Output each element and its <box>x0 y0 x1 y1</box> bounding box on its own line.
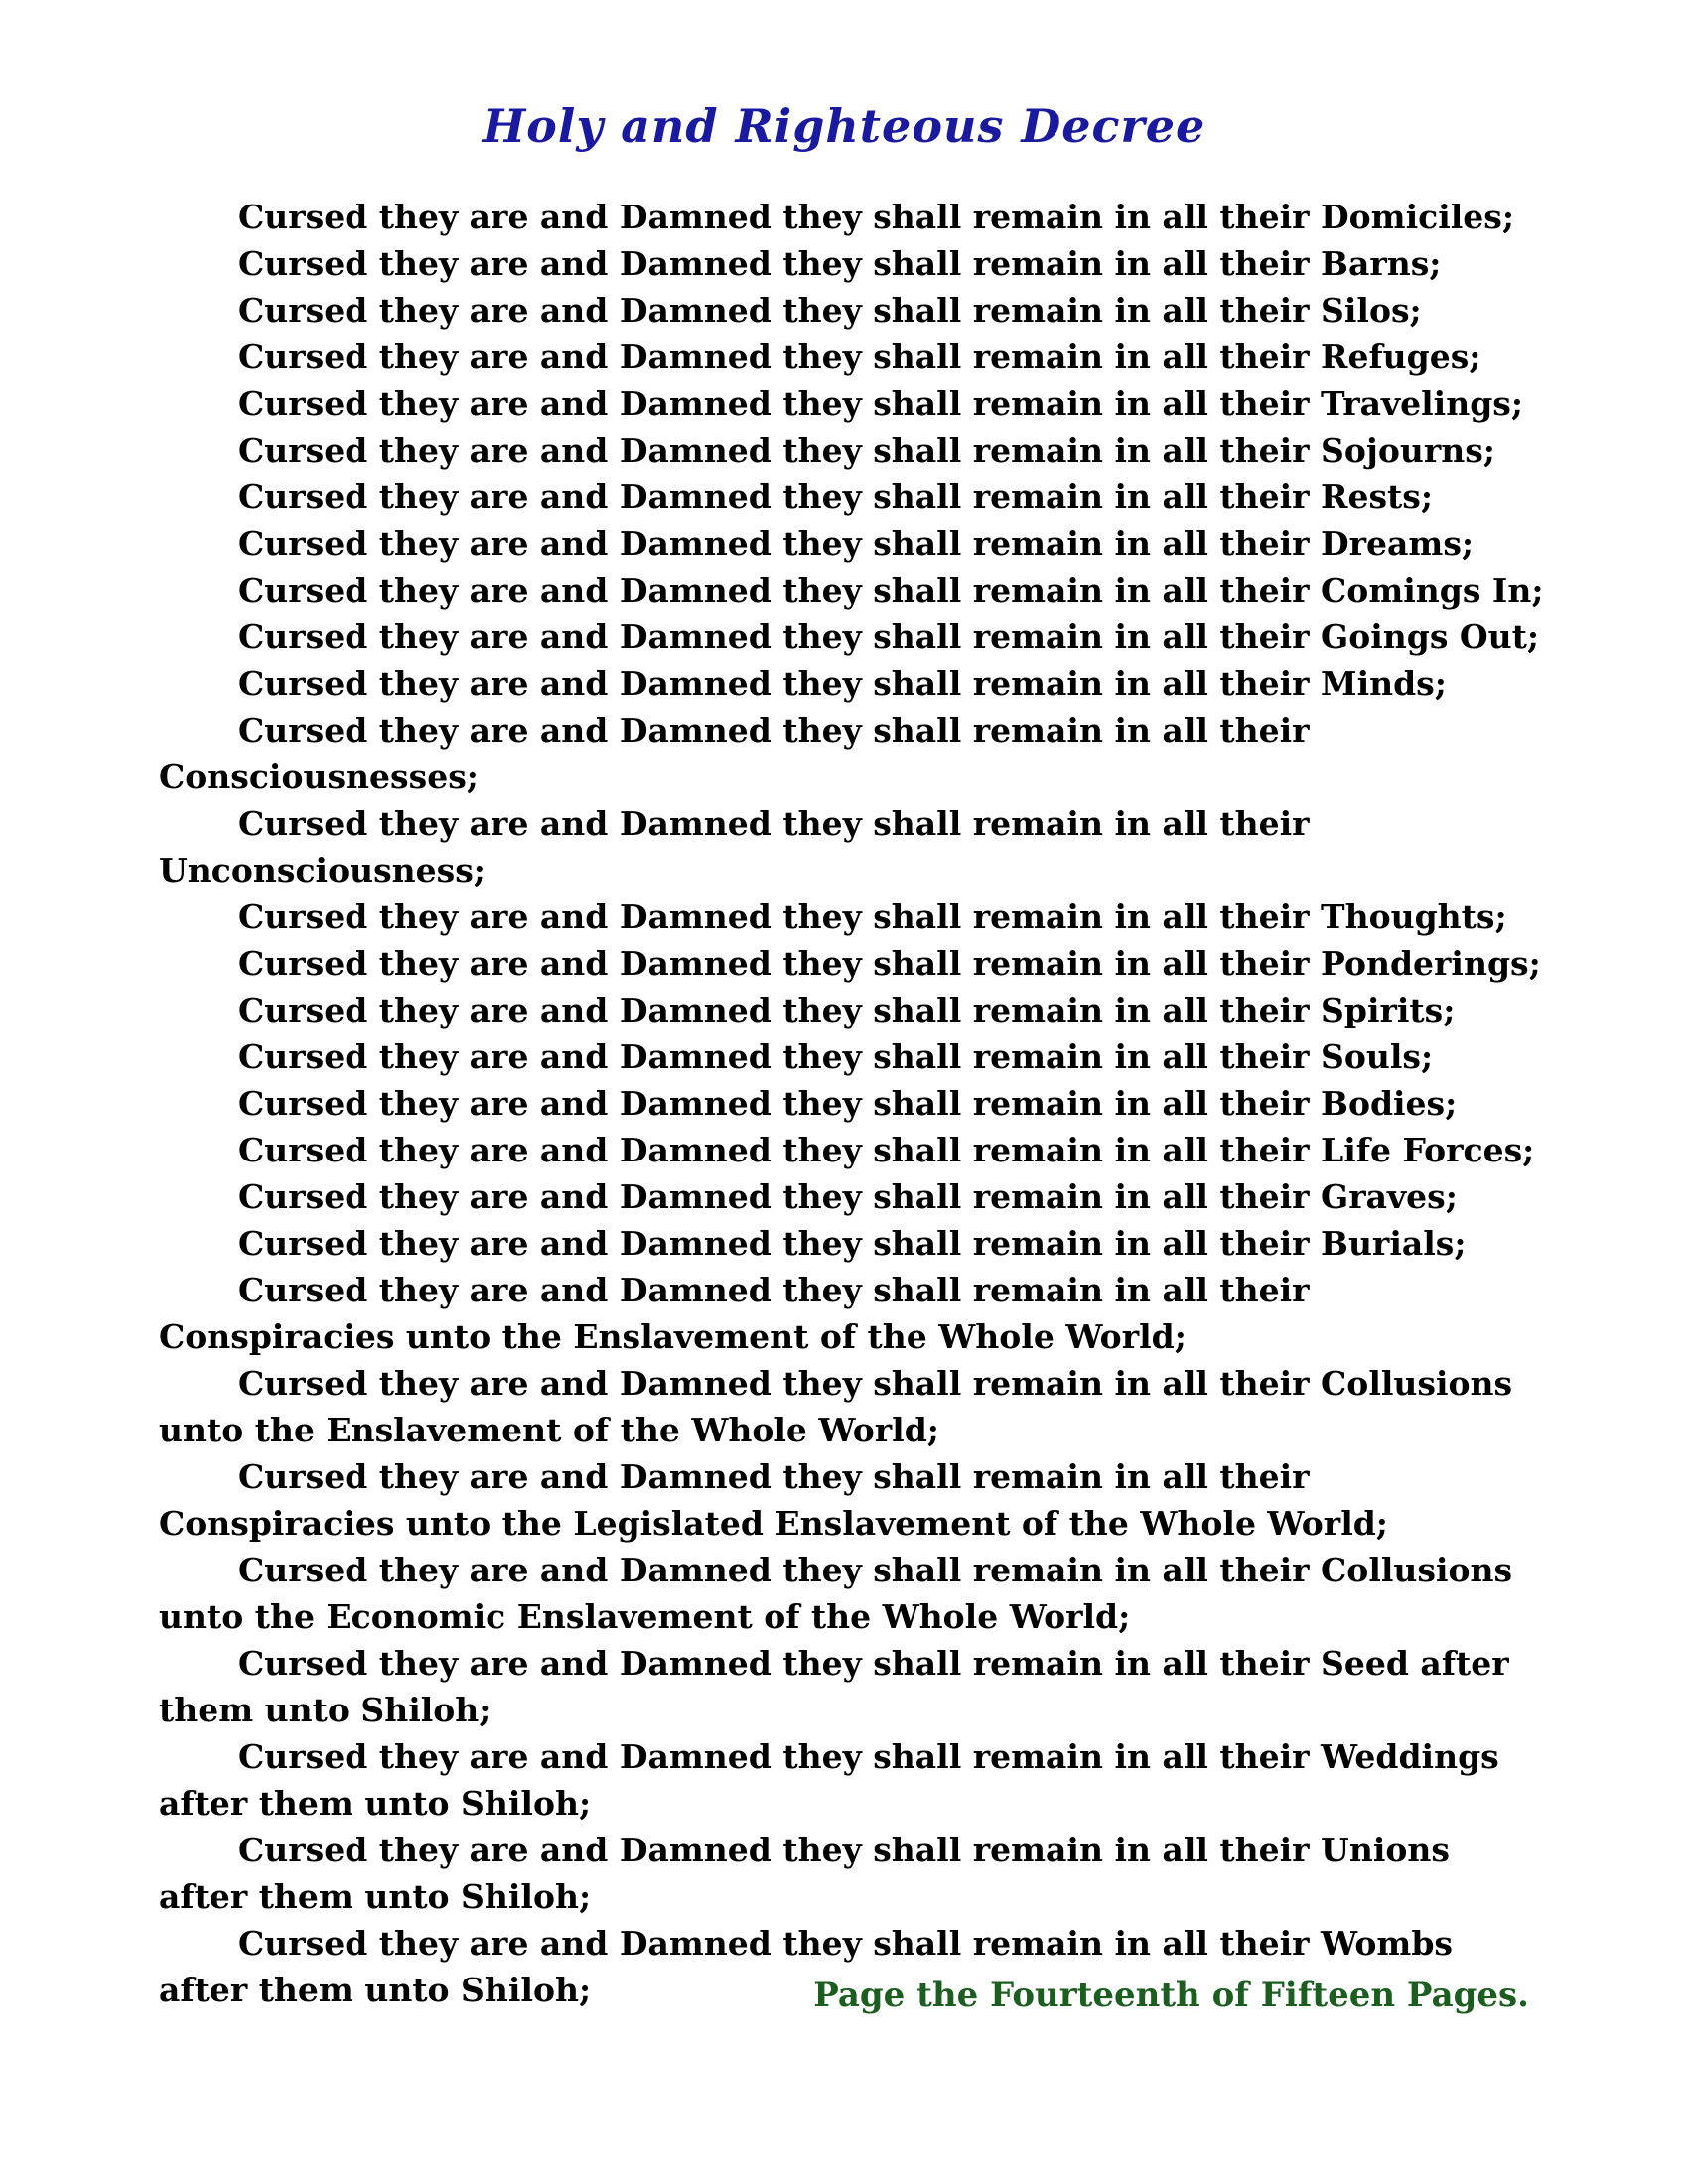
decree-line: Cursed they are and Damned they shall remain in all their Burials; <box>238 1224 1467 1263</box>
decree-line: Cursed they are and Damned they shall remain in all their Silos; <box>238 291 1422 330</box>
decree-line: Cursed they are and Damned they shall remain in all their Unions after them unto Shiloh; <box>159 1831 1450 1916</box>
decree-line: Cursed they are and Damned they shall remain in all their Sojourns; <box>238 431 1495 470</box>
decree-line: Cursed they are and Damned they shall remain in all their Barns; <box>238 244 1442 283</box>
decree-line: Cursed they are and Damned they shall remain in all their Weddings after them unto Shiloh; <box>159 1737 1499 1823</box>
decree-line: Cursed they are and Damned they shall remain in all their Graves; <box>238 1177 1458 1216</box>
decree-line: Cursed they are and Damned they shall remain in all their Domiciles; <box>238 198 1515 236</box>
page-title: Holy and Righteous Decree <box>482 99 1206 153</box>
decree-line: Cursed they are and Damned they shall remain in all their Unconsciousness; <box>159 804 1310 889</box>
page-footer: Page the Fourteenth of Fifteen Pages. <box>813 1976 1529 2015</box>
decree-line: Cursed they are and Damned they shall remain in all their Collusions unto the Enslavement of the Whole World; <box>159 1364 1513 1449</box>
decree-line: Cursed they are and Damned they shall remain in all their Rests; <box>238 478 1434 516</box>
decree-line: Cursed they are and Damned they shall remain in all their Life Forces; <box>238 1131 1535 1169</box>
decree-line: Cursed they are and Damned they shall remain in all their Goings Out; <box>238 617 1540 656</box>
decree-line: Cursed they are and Damned they shall remain in all their Collusions unto the Economic Enslavement of the Whole World; <box>159 1551 1513 1636</box>
decree-line: Cursed they are and Damned they shall remain in all their Conspiracies unto the Enslavement of the Whole World; <box>159 1271 1310 1356</box>
decree-line: Cursed they are and Damned they shall remain in all their Refuges; <box>238 338 1481 376</box>
decree-line: Cursed they are and Damned they shall remain in all their Wombs after them unto Shiloh; <box>159 1924 1453 2009</box>
decree-line: Cursed they are and Damned they shall remain in all their Travelings; <box>238 384 1524 423</box>
decree-line: Cursed they are and Damned they shall remain in all their Comings In; <box>238 571 1544 610</box>
decree-line: Cursed they are and Damned they shall remain in all their Souls; <box>238 1037 1434 1076</box>
decree-line: Cursed they are and Damned they shall remain in all their Consciousnesses; <box>159 711 1310 796</box>
decree-line: Cursed they are and Damned they shall remain in all their Bodies; <box>238 1084 1458 1123</box>
decree-line: Cursed they are and Damned they shall remain in all their Dreams; <box>238 524 1475 563</box>
decree-body <box>159 194 1549 2013</box>
decree-line: Cursed they are and Damned they shall remain in all their Thoughts; <box>238 897 1507 936</box>
decree-line: Cursed they are and Damned they shall remain in all their Conspiracies unto the Legislated Enslavement of the Whole World; <box>159 1457 1388 1543</box>
decree-line: Cursed they are and Damned they shall remain in all their Minds; <box>238 664 1447 703</box>
decree-line: Cursed they are and Damned they shall remain in all their Ponderings; <box>238 944 1541 983</box>
decree-line: Cursed they are and Damned they shall remain in all their Spirits; <box>238 991 1456 1029</box>
decree-line: Cursed they are and Damned they shall remain in all their Seed after them unto Shiloh; <box>159 1644 1509 1729</box>
